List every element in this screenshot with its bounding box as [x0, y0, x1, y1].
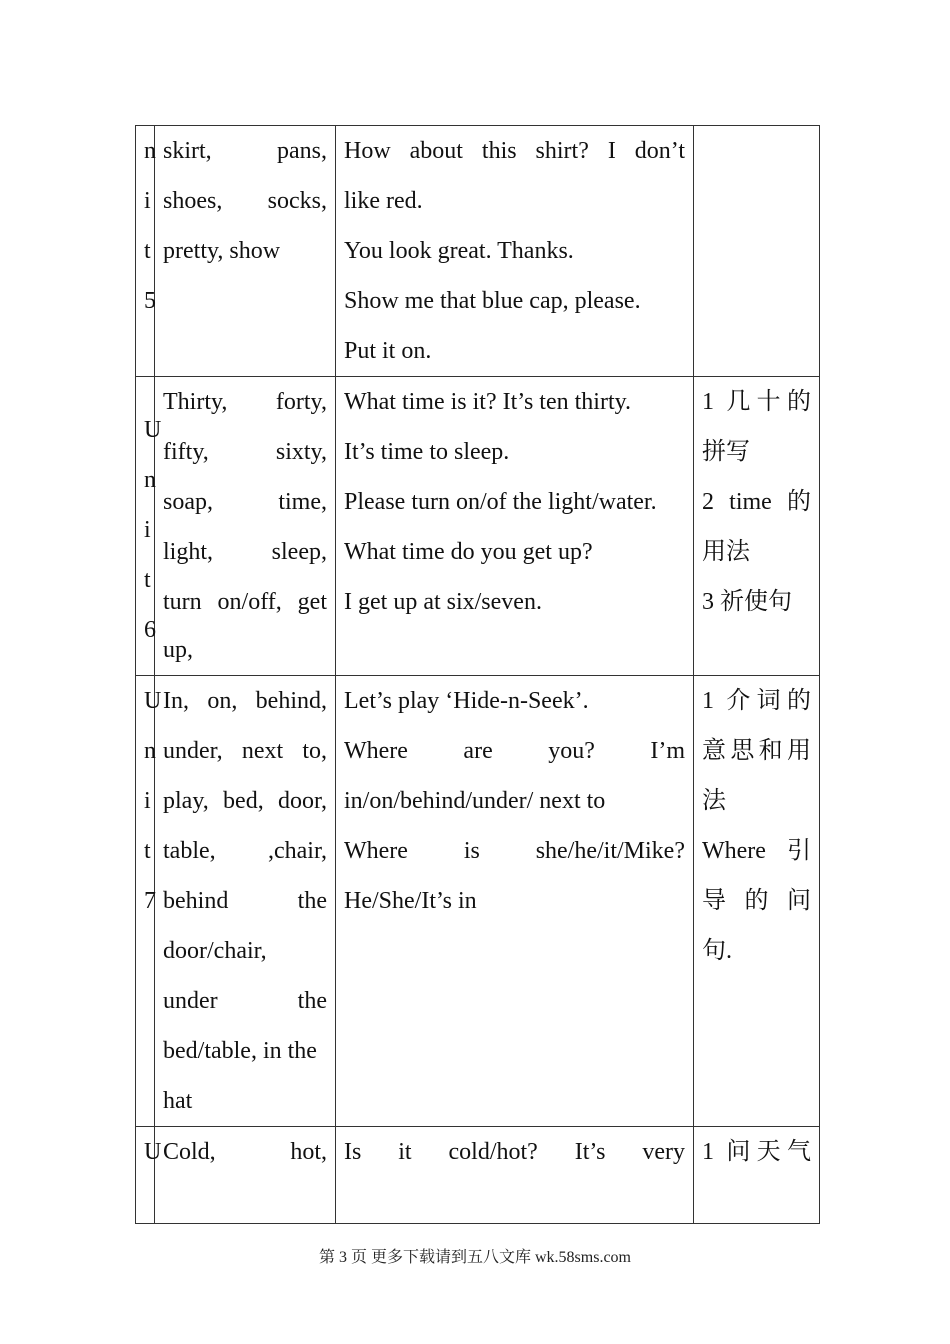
unit-label: n i t 5 [144, 138, 156, 314]
note-cell: 1 几十的 拼写 2 time 的 用法 3 祈使句 [694, 377, 820, 676]
table-row-unit5 [136, 126, 820, 377]
note-cell: 1 介词的 意思和用 法 Where 引 导 的 问 句. [694, 676, 820, 1127]
table-row-unit7 [136, 676, 820, 1127]
note-cell [694, 126, 820, 377]
vocab-cell: skirt, pans, shoes, socks, pretty, show [155, 126, 336, 377]
unit-label: U [144, 1139, 162, 1165]
table-row-unit6 [136, 377, 820, 676]
unit-cell [136, 126, 155, 377]
vocab-cell: Cold, hot, [155, 1127, 336, 1224]
unit-label: U n i t 7 [144, 688, 162, 914]
table-row-unit8 [136, 1127, 820, 1224]
sentence-cell: Let’s play ‘Hide-n-Seek’. Where are you? I’m in/on/behind/under/ next to Where is she/he/it/Mike? He/She/It’s in [336, 676, 694, 1127]
vocab-cell: In, on, behind, under, next to, play, bed, door, table, ,chair, behind the door/chair, under the bed/table, in the hat [155, 676, 336, 1127]
unit-cell [136, 676, 162, 1127]
unit-label: U n i t 6 [144, 417, 162, 643]
syllabus-table [135, 125, 820, 1224]
sentence-cell: How about this shirt? I don’t like red. You look great. Thanks. Show me that blue cap, please. Put it on. [336, 126, 694, 377]
sentence-cell: Is it cold/hot? It’s very [336, 1127, 694, 1224]
note-cell: 1 问天气 [694, 1127, 820, 1224]
vocab-cell: Thirty, forty, fifty, sixty, soap, time, light, sleep, turn on/off, get up, [155, 377, 336, 676]
unit-cell [136, 1127, 162, 1224]
sentence-cell: What time is it? It’s ten thirty. It’s time to sleep. Please turn on/of the light/water. What time do you get up? I get up at six/seven. [336, 377, 694, 676]
page-footer: 第 3 页 更多下载请到五八文库 wk.58sms.com [318, 1249, 631, 1266]
unit-cell [136, 377, 162, 676]
